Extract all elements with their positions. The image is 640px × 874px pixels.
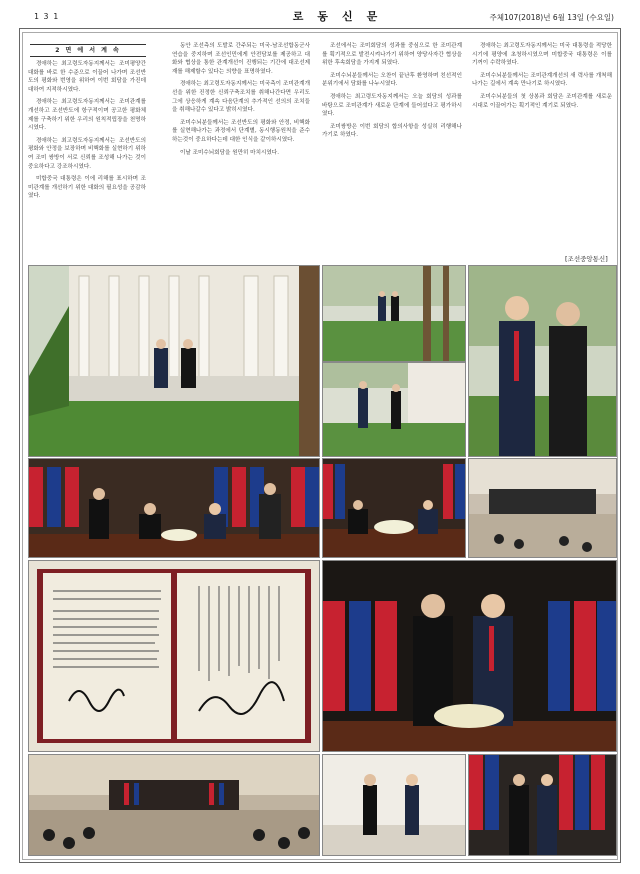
handshake-image <box>323 561 616 751</box>
news-source: [조선중앙통신] <box>565 255 608 263</box>
garden-walk-image <box>323 266 465 361</box>
signing-ceremony-image <box>29 459 319 557</box>
photo-leaders-walk-close <box>468 265 617 457</box>
ceremony-hall-image <box>29 755 319 855</box>
paragraph: 조선에서는 조미회담의 성과를 중심으로 한 조미관계를 획기적으로 발전시켜나가기 위하여 양당사자간 협상을 위한 후속회담을 가지게 되였다. <box>322 43 462 67</box>
paragraph: 경애하는 최고령도자동지께서는 오늘 회담의 성과를 바탕으로 조미관계가 새로운 단계에 들어섰다고 평가하시였다. <box>322 93 462 118</box>
masthead: 로동신문 <box>292 10 392 23</box>
photo-ceremony-hall <box>28 754 320 856</box>
paragraph: 경애하는 최고령도자동지께서는 미국 대통령을 적당한 시기에 평양에 초청하시였으며 미합중국 대통령은 이를 기꺼이 수락하였다. <box>472 43 612 67</box>
photo-flags-closing <box>468 754 617 856</box>
hall-wide-image <box>469 459 616 557</box>
section-title: 2 면 에 서 계 속 <box>30 44 146 57</box>
signed-document-image <box>29 561 319 751</box>
photo-garden-walk-2 <box>322 362 466 457</box>
corridor-image <box>323 755 465 855</box>
paragraph: 조미쌍방은 이번 회담의 합의사항을 성실히 리행해나가기로 하였다. <box>322 123 462 139</box>
paragraph: 조미수뇌분들께서는 조선반도의 평화와 안정, 비핵화를 실현해나가는 과정에서 단계별, 동시행동원칙을 준수하는것이 중요하다는데 대한 인식을 같이하시였다. <box>172 119 310 143</box>
photo-signing-table <box>322 458 466 558</box>
page-number: 1 3 1 <box>34 12 59 21</box>
photo-signing-ceremony <box>28 458 320 558</box>
paragraph: 미합중국 대통령은 이에 리해를 표시하며 조미관계를 개선하기 위한 대화의 필요성을 공감하였다. <box>28 176 146 200</box>
article-column-2 <box>172 42 310 264</box>
paragraph: 경애하는 최고령도자동지께서는 조미평양간 대화를 바로 한 수준으로 이끌어 나가며 조선반도의 평화와 번영을 위하여 이번 회담을 가진데 대하여 지적하시였다. <box>28 61 146 93</box>
photo-colonnade-walk <box>28 265 320 457</box>
paragraph: 경애하는 최고령도자동지께서는 조미관계를 개선하고 조선반도에 항구적이며 공고한 평화체제를 구축하기 위한 우리의 원칙적립장을 천명하시였다. <box>28 99 146 132</box>
photo-handshake <box>322 560 617 752</box>
paragraph: 경애하는 최고령도자동지께서는 미국측이 조미관계개선을 위한 진정한 신뢰구축조치를 취해나간다면 우리도 그에 상응하게 계속 다음단계의 추가적인 선의의 조치들을 취해나갈수 있다고 밝히시였다. <box>172 81 310 114</box>
photo-hall-wide <box>468 458 617 558</box>
leaders-walk-close-image <box>469 266 616 456</box>
photo-garden-walk-1 <box>322 265 466 362</box>
flags-closing-image <box>469 755 616 855</box>
photo-corridor <box>322 754 466 856</box>
paragraph: 조미수뇌분들께서는 오찬이 끝난후 환영하며 친선적인 분위기에서 담화를 나누시였다. <box>322 72 462 88</box>
article-column-1 <box>28 60 146 264</box>
paragraph: 조미수뇌분들께서는 조미관계개선의 새 력사를 개척해나가는 길에서 계속 만나기로 하시였다. <box>472 72 612 88</box>
photo-signed-document <box>28 560 320 752</box>
paragraph: 동안 조선측의 도발로 간주되는 미국-남조선합동군사연습을 중지하며 조선인민에게 안전담보를 제공하고 대화와 협상을 통한 관계개선이 진행되는 기간에 대조선제재를 해제할수 있다는 의향을 표명하였다. <box>172 43 310 75</box>
newspaper-header <box>22 8 618 26</box>
signing-table-image <box>323 459 465 557</box>
colonnade-walk-image <box>29 266 319 456</box>
article-column-4 <box>472 42 612 250</box>
article-column-3 <box>322 42 462 264</box>
garden-walk-2-image <box>323 363 465 456</box>
issue-line: 주체107(2018)년 6월 13일 (수요일) <box>489 13 614 22</box>
paragraph: 이날 조미수뇌회담을 원만히 마치시였다. <box>180 149 279 156</box>
paragraph: 조미수뇌분들의 첫 상봉과 회담은 조미관계를 새로운 시대로 이끌어가는 획기적인 계기로 되였다. <box>472 93 612 109</box>
paragraph: 경애하는 최고령도자동지께서는 조선반도의 평화와 안정을 보장하며 비핵화를 실현하기 위하여 조미 쌍방이 서로 신뢰를 조성해 나가는 것이 중요하다고 강조하시였다. <box>28 137 146 170</box>
